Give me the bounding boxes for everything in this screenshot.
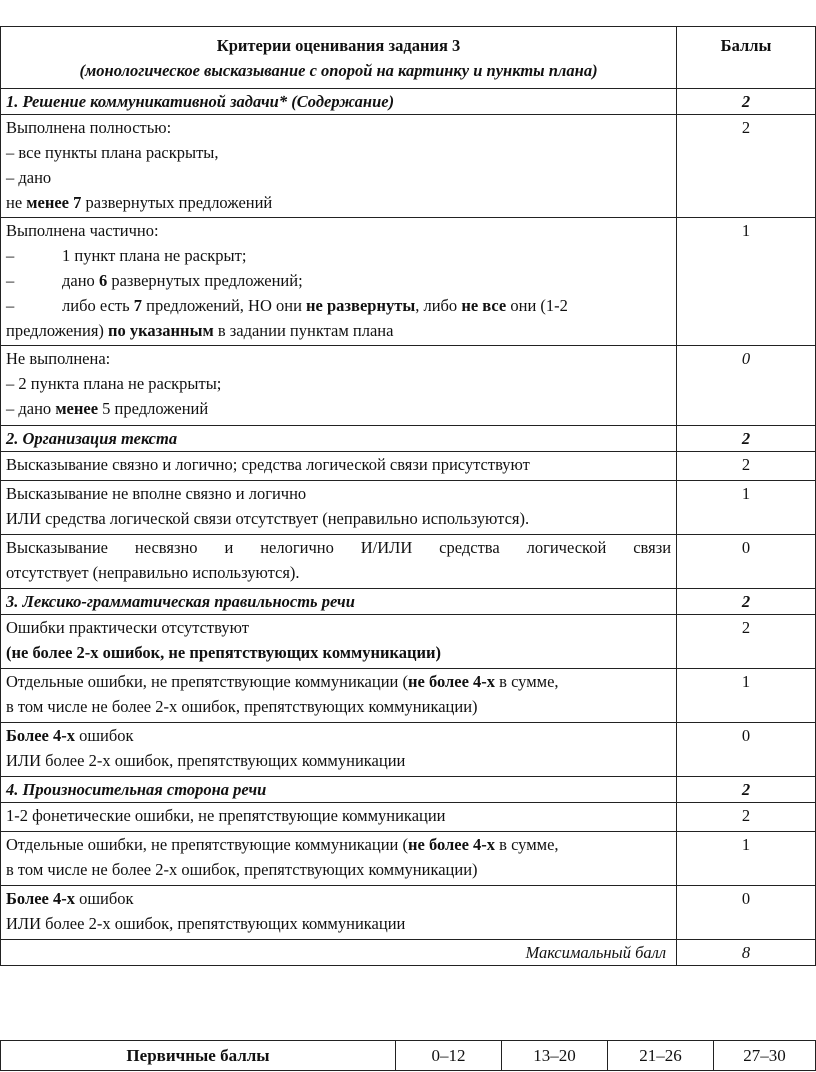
criterion-text: Высказывание связно и логично; средства логической связи присутствуют — [1, 452, 677, 481]
criterion-points: 1 — [677, 832, 816, 886]
criterion-points: 2 — [677, 115, 816, 218]
section-3-title: 3. Лексико-грамматическая правильность речи — [1, 589, 677, 615]
score-range-cell: 0–12 — [396, 1041, 502, 1071]
criterion-points: 2 — [677, 803, 816, 832]
criterion-row — [1, 669, 816, 723]
primary-score-label: Первичные баллы — [1, 1041, 396, 1071]
section-1-points: 2 — [677, 89, 816, 115]
section-3-points: 2 — [677, 589, 816, 615]
max-score-label: Максимальный балл — [1, 940, 677, 966]
header-row — [1, 27, 816, 89]
section-row-3 — [1, 589, 816, 615]
header-criteria-cell — [1, 27, 677, 89]
score-scale-row — [1, 1041, 816, 1071]
max-score-row — [1, 940, 816, 966]
criterion-row — [1, 535, 816, 589]
criterion-row — [1, 346, 816, 426]
criterion-points: 2 — [677, 615, 816, 669]
criterion-points: 1 — [677, 481, 816, 535]
criterion-text: Ошибки практически отсутствуют (не более 2-х ошибок, не препятствующих коммуникации) — [1, 615, 677, 669]
criterion-text: Выполнена частично: – 1 пункт плана не раскрыт; – дано 6 развернутых предложений; – либо есть 7 предложений, НО они не развернуты, либо не все они (1-2 предложения) по указанным в задании пунктам плана — [1, 218, 677, 346]
criterion-text: Отдельные ошибки, не препятствующие коммуникации (не более 4-х в сумме, в том числе не более 2-х ошибок, препятствующих коммуникации) — [1, 832, 677, 886]
criterion-text: Отдельные ошибки, не препятствующие коммуникации (не более 4-х в сумме, в том числе не более 2-х ошибок, препятствующих коммуникации) — [1, 669, 677, 723]
criterion-row — [1, 832, 816, 886]
max-score-value: 8 — [677, 940, 816, 966]
criterion-row — [1, 115, 816, 218]
criterion-text: Высказывание не вполне связно и логично ИЛИ средства логической связи отсутствует (неправильно используются). — [1, 481, 677, 535]
criterion-row — [1, 481, 816, 535]
score-range-cell: 13–20 — [502, 1041, 608, 1071]
section-row-2 — [1, 426, 816, 452]
section-1-title: 1. Решение коммуникативной задачи* (Содержание) — [1, 89, 677, 115]
criterion-row — [1, 723, 816, 777]
score-range-cell: 27–30 — [714, 1041, 816, 1071]
criterion-row — [1, 886, 816, 940]
section-2-points: 2 — [677, 426, 816, 452]
criterion-text: Не выполнена: – 2 пункта плана не раскрыты; – дано менее 5 предложений — [1, 346, 677, 426]
score-range-cell: 21–26 — [608, 1041, 714, 1071]
criterion-text: Выполнена полностью: – все пункты плана раскрыты, – дано не менее 7 развернутых предложений — [1, 115, 677, 218]
section-4-title: 4. Произносительная сторона речи — [1, 777, 677, 803]
header-title: Критерии оценивания задания 3 — [216, 36, 461, 55]
criterion-row — [1, 803, 816, 832]
criterion-points: 1 — [677, 669, 816, 723]
criterion-points: 2 — [677, 452, 816, 481]
score-scale-table — [0, 1040, 816, 1071]
criterion-points: 0 — [677, 723, 816, 777]
criterion-text: Более 4-х ошибок ИЛИ более 2-х ошибок, препятствующих коммуникации — [1, 723, 677, 777]
criterion-text: Высказывание несвязно и нелогично И/ИЛИ средства логической связи отсутствует (неправильно используются). — [1, 535, 677, 589]
criteria-table — [0, 26, 816, 966]
section-row-1 — [1, 89, 816, 115]
criterion-row — [1, 218, 816, 346]
criterion-text: Более 4-х ошибок ИЛИ более 2-х ошибок, препятствующих коммуникации — [1, 886, 677, 940]
header-points-cell: Баллы — [677, 27, 816, 89]
criterion-text: 1-2 фонетические ошибки, не препятствующие коммуникации — [1, 803, 677, 832]
criterion-points: 0 — [677, 346, 816, 426]
criterion-points: 1 — [677, 218, 816, 346]
section-4-points: 2 — [677, 777, 816, 803]
criterion-row — [1, 615, 816, 669]
criterion-points: 0 — [677, 886, 816, 940]
criterion-points: 0 — [677, 535, 816, 589]
section-2-title: 2. Организация текста — [1, 426, 677, 452]
criterion-row — [1, 452, 816, 481]
header-subtitle: (монологическое высказывание с опорой на картинку и пункты плана) — [79, 61, 598, 80]
section-row-4 — [1, 777, 816, 803]
